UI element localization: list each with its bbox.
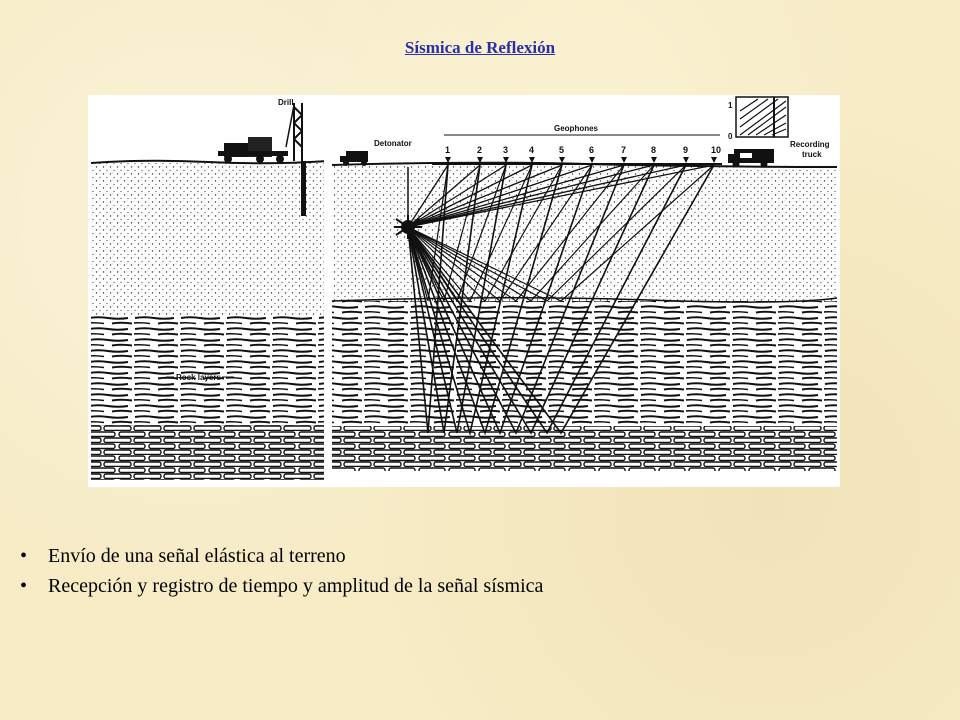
geophone-marker — [711, 157, 717, 163]
slide-title: Sísmica de Reflexión — [404, 38, 556, 57]
left-rock-layers — [91, 315, 328, 425]
panel-gap — [324, 95, 332, 487]
geophone-number: 3 — [503, 145, 509, 155]
geophone-marker — [559, 157, 565, 163]
geophone-number: 4 — [529, 145, 535, 155]
left-bedrock — [91, 425, 328, 480]
drill-label: Drill — [278, 98, 294, 107]
bullet-text: Envío de una señal elástica al terreno — [48, 545, 346, 567]
left-soil-layer — [91, 163, 328, 315]
geophone-marker — [651, 157, 657, 163]
seismic-reflection-diagram — [88, 95, 840, 487]
right-rock-layers — [332, 301, 837, 426]
geophone-numbers — [445, 145, 721, 163]
geophone-marker — [589, 157, 595, 163]
gauge-bottom-label: 0 — [728, 132, 733, 141]
geophone-number: 5 — [559, 145, 565, 155]
bullet-item — [20, 541, 543, 571]
geophone-number: 6 — [589, 145, 595, 155]
geophone-marker — [683, 157, 689, 163]
bullet-text: Recepción y registro de tiempo y amplitud de la señal sísmica — [48, 575, 544, 597]
gauge-top-label: 1 — [728, 101, 733, 110]
geophone-number: 9 — [683, 145, 689, 155]
geophones-label: Geophones — [554, 124, 599, 133]
drill-rig-icon — [218, 103, 302, 163]
diagram-svg — [88, 95, 840, 487]
left-panel — [91, 98, 328, 480]
recording-truck-label-1: Recording — [790, 140, 830, 149]
detonator-label: Detonator — [374, 139, 412, 148]
geophone-number: 7 — [621, 145, 627, 155]
bullet-symbol: • — [20, 545, 28, 567]
recording-truck-label-2: truck — [802, 150, 822, 159]
bullet-list — [20, 541, 543, 601]
geophone-number: 2 — [477, 145, 483, 155]
recording-truck-icon — [728, 149, 774, 168]
geophone-number: 8 — [651, 145, 657, 155]
bullet-symbol: • — [20, 575, 28, 597]
right-bedrock — [332, 426, 837, 471]
geophone-number: 1 — [445, 145, 451, 155]
geophone-number: 10 — [711, 145, 722, 155]
rock-layers-label: Rock layers — [176, 373, 221, 382]
right-panel — [332, 97, 837, 471]
recording-gauge-icon — [736, 97, 788, 137]
geophone-marker — [621, 157, 627, 163]
left-ground-line — [91, 161, 328, 164]
drill-hole — [301, 161, 306, 216]
bullet-item — [20, 571, 543, 601]
